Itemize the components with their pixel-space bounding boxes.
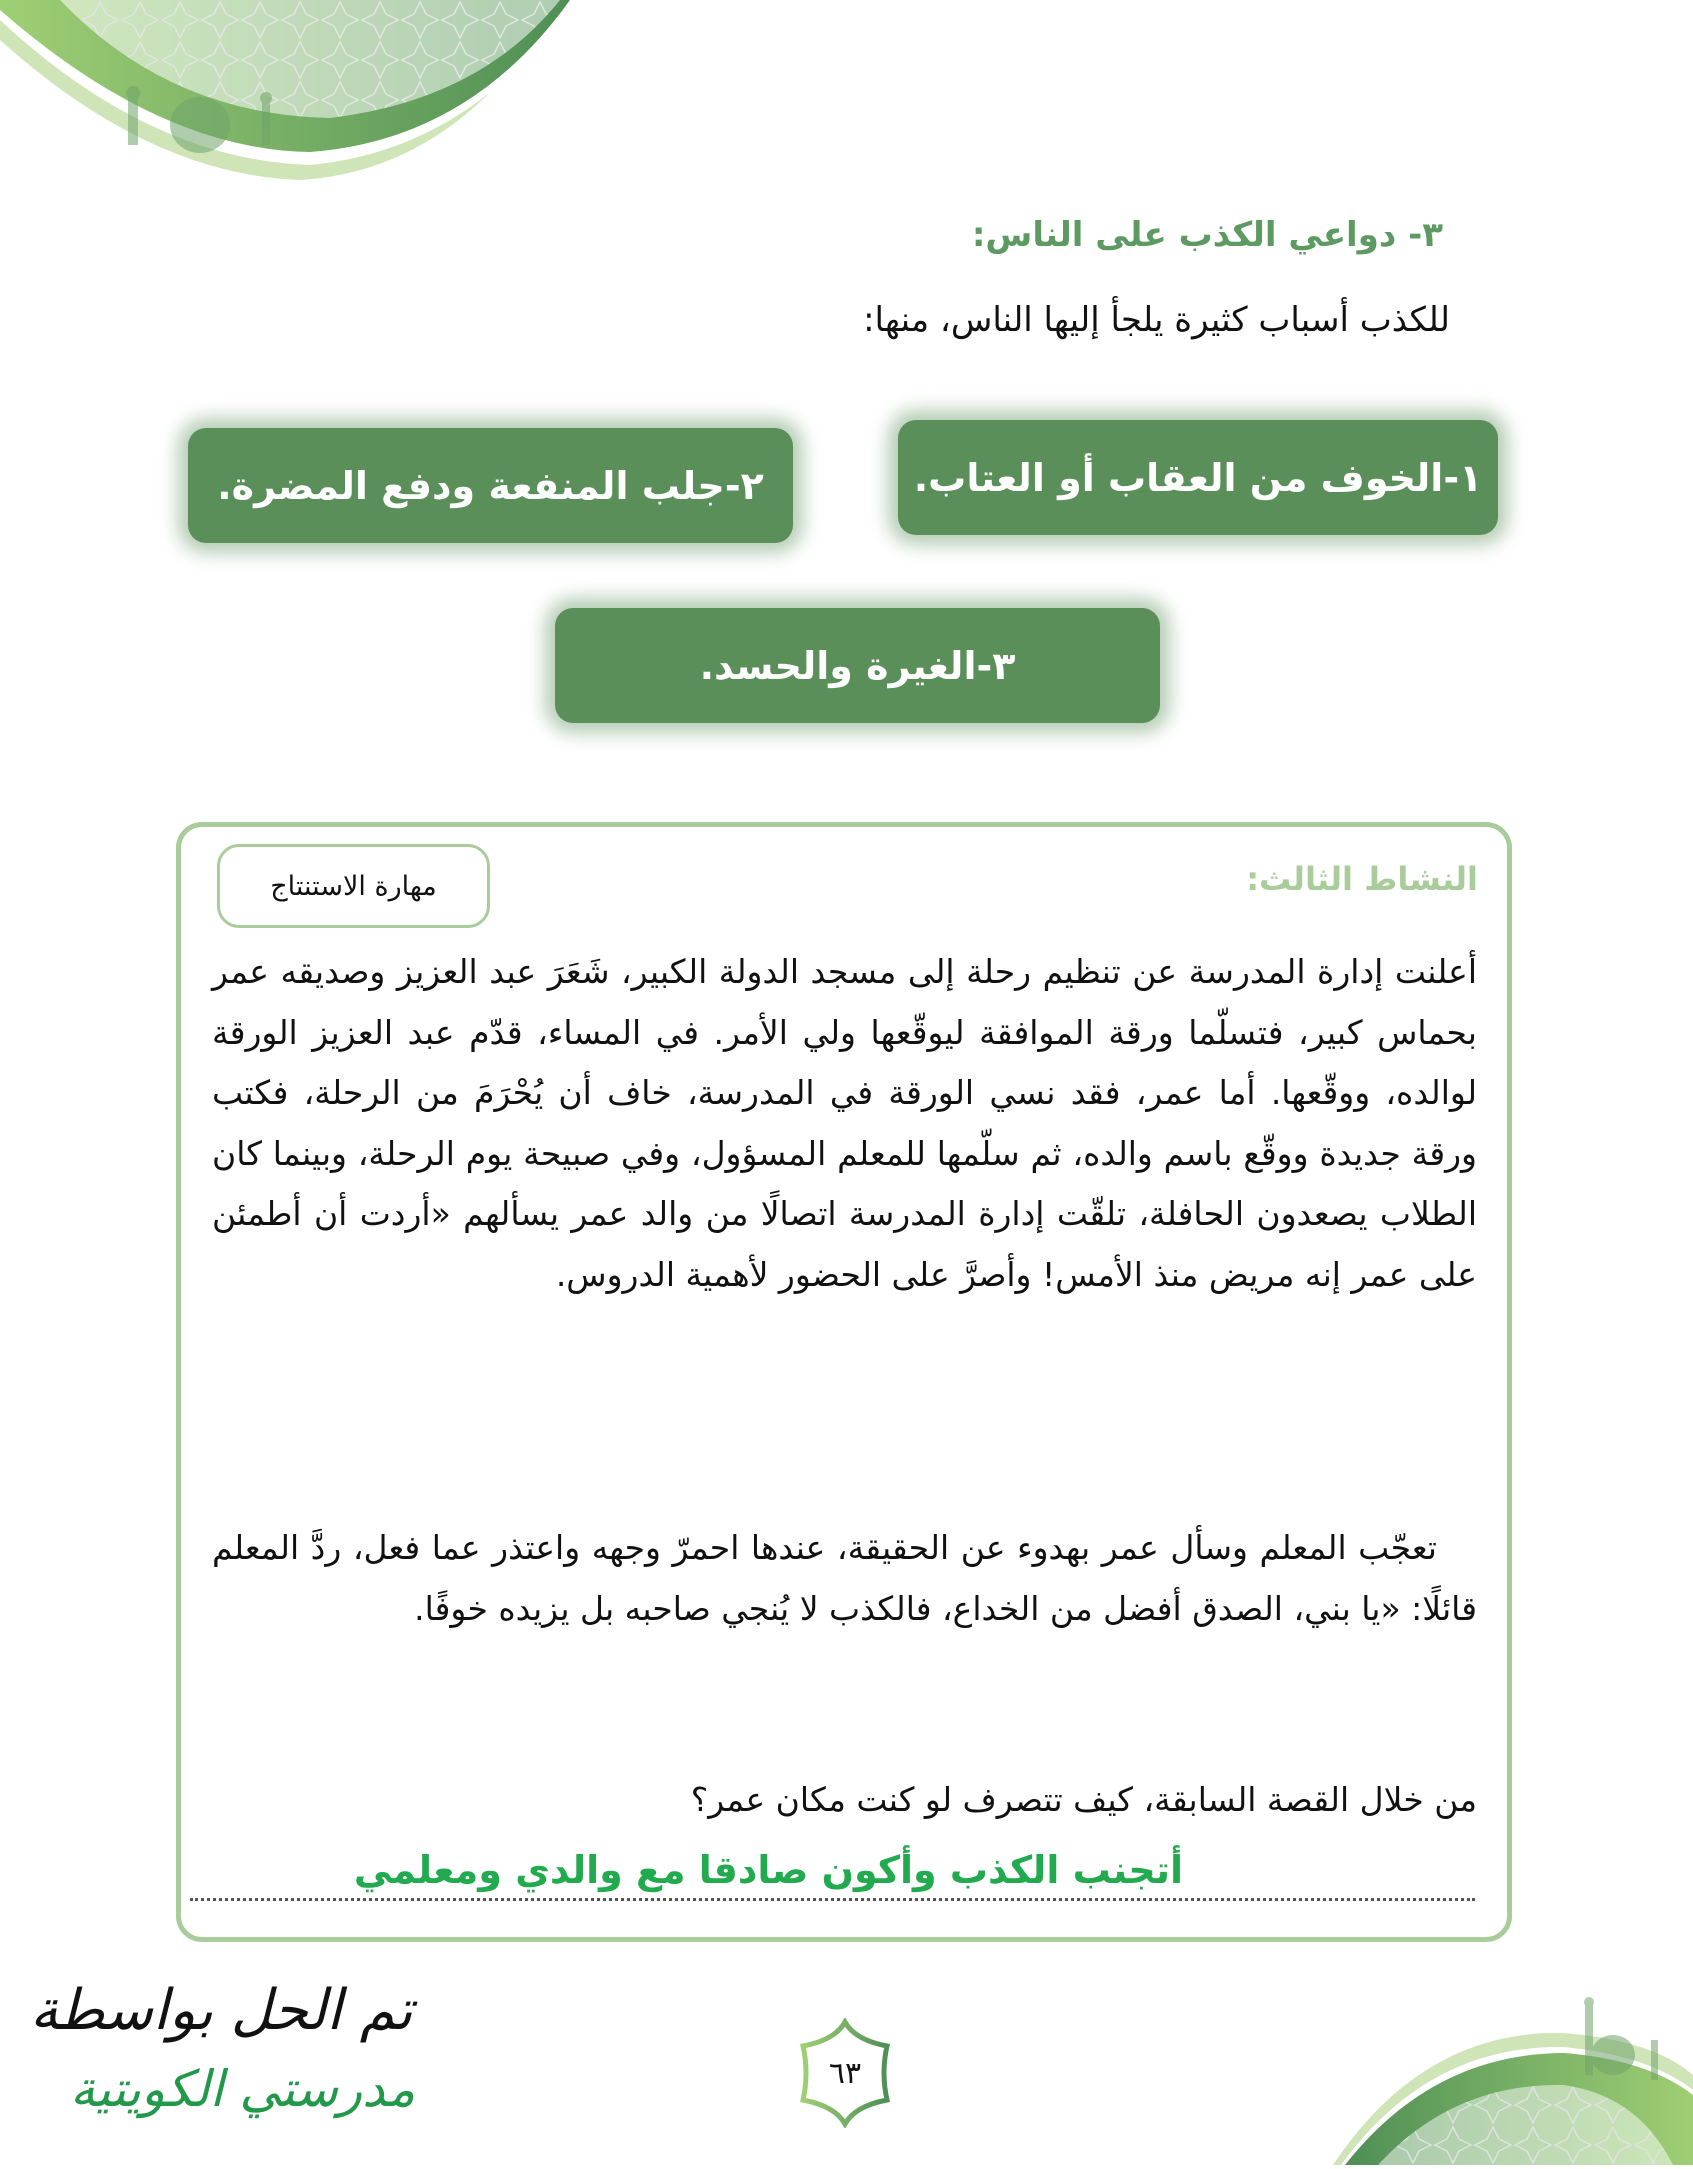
reason-label: ٣-الغيرة والحسد. xyxy=(699,643,1016,688)
story-paragraph-2: تعجّب المعلم وسأل عمر بهدوء عن الحقيقة، عندها احمرّ وجهه واعتذر عما فعل، ردَّ المعلم قائلًا: «يا بني، الصدق أفضل من الخداع، فالكذب لا يُنجي صاحبه بل يزيده خوفًا. xyxy=(212,1528,1477,1628)
section-heading: ٣- دواعي الكذب على الناس: xyxy=(971,215,1443,255)
reason-card-1 xyxy=(898,420,1498,535)
answer-text[interactable]: أتجنب الكذب وأكون صادقا مع والدي ومعلمي xyxy=(353,1848,1183,1892)
reason-card-2 xyxy=(188,428,793,543)
signature-line-1: تم الحل بواسطة xyxy=(30,1978,413,2043)
bottom-mosque-decoration-icon xyxy=(1193,1965,1693,2165)
page-number-badge xyxy=(795,2018,895,2128)
skill-badge xyxy=(217,844,490,928)
activity-title: النشاط الثالث: xyxy=(1246,860,1478,898)
top-mosque-decoration-icon xyxy=(0,0,600,190)
reason-card-3 xyxy=(555,608,1160,723)
intro-text: للكذب أسباب كثيرة يلجأ إليها الناس، منها: xyxy=(863,300,1450,340)
reason-label: ٢-جلب المنفعة ودفع المضرة. xyxy=(217,463,764,508)
signature-line-2: مدرستي الكويتية xyxy=(70,2060,416,2118)
answer-dotted-line xyxy=(190,1898,1475,1901)
skill-badge-label: مهارة الاستنتاج xyxy=(270,870,437,902)
page-number: ٦٣ xyxy=(828,2055,862,2091)
activity-question: من خلال القصة السابقة، كيف تتصرف لو كنت مكان عمر؟ xyxy=(690,1780,1477,1819)
story-paragraph-1: أعلنت إدارة المدرسة عن تنظيم رحلة إلى مسجد الدولة الكبير، شَعَرَ عبد العزيز وصديقه عمر بحماس كبير، فتسلّما ورقة الموافقة ليوقّعها ولي الأمر. في المساء، قدّم عبد العزيز الورقة لوالده، ووقّعها. أما عمر، فقد نسي الورقة في المدرسة، خاف أن يُحْرَمَ من الرحلة، فكتب ورقة جديدة ووقّع باسم والده، ثم سلّمها للمعلم المسؤول، وفي صبيحة يوم الرحلة، وبينما كان الطلاب يصعدون الحافلة، تلقّت إدارة المدرسة اتصالًا من والد عمر يسألهم «أردت أن أطمئن على عمر إنه مريض منذ الأمس! وأصرَّ على الحضور لأهمية الدروس. xyxy=(212,952,1477,1294)
reason-label: ١-الخوف من العقاب أو العتاب. xyxy=(913,455,1483,500)
